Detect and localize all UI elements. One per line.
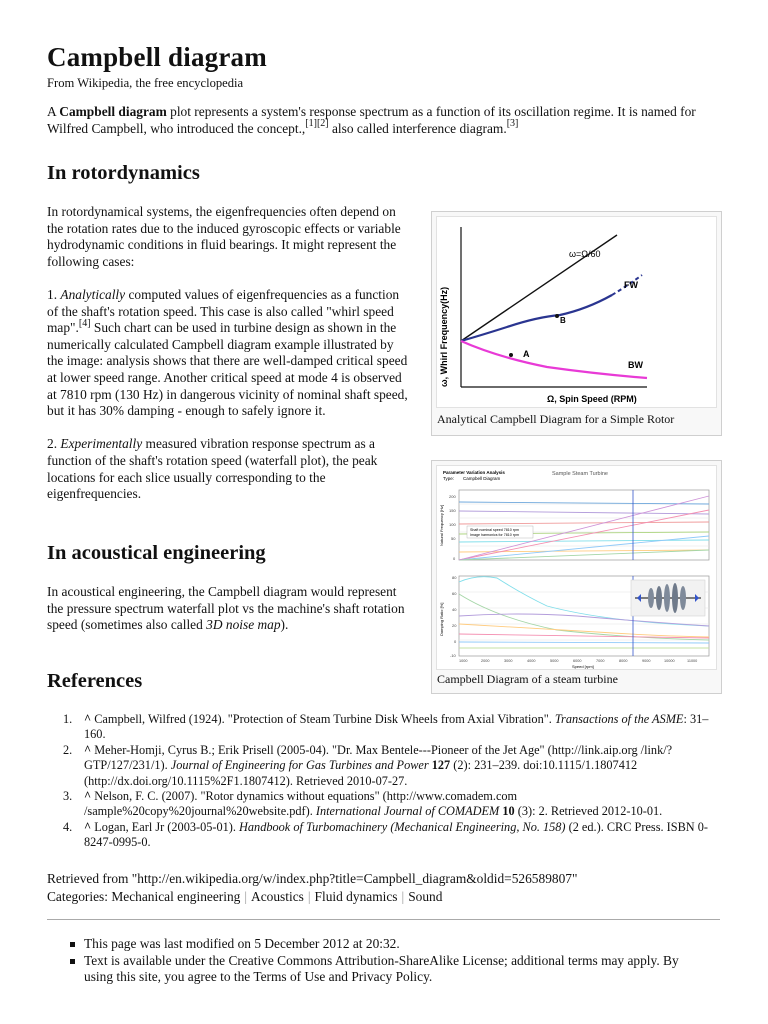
backlink-caret[interactable]: ^	[84, 742, 92, 757]
footer-notes	[70, 936, 710, 986]
turbine-y-label-top: Natural Frequency [Hz]	[439, 504, 444, 546]
turbine-header-left: Parameter Variation Analysis	[443, 470, 505, 475]
turbine-top-yticks	[449, 494, 456, 561]
rotor-y-axis-label: ω, Whirl Frequency(Hz)	[439, 286, 449, 387]
turbine-chart-title: Sample Steam Turbine	[552, 471, 608, 477]
rotor-x-axis-label: Ω, Spin Speed (RPM)	[547, 394, 637, 404]
rotor-fw-curve	[461, 295, 612, 341]
intro-term: Campbell diagram	[59, 104, 167, 119]
figure-rotor-image[interactable]	[436, 216, 717, 408]
turbine-rotor-picture	[631, 580, 705, 616]
reference-item-3: 3. ^ Nelson, F. C. (2007). "Rotor dynamics without equations" (http://www.comadem.com /sample%20copy%20journal%20website.pdf). International Journal of COMADEM 10 (3): 2. Retrieved 2012-10-01.	[63, 789, 663, 819]
rotor-fw-label: FW	[624, 280, 638, 290]
reference-item-1: 1. ^ Campbell, Wilfred (1924). "Protection of Steam Turbine Disk Wheels from Axial Vibration". Transactions of the ASME: 31–160.	[63, 712, 709, 742]
category-links: Categories: Mechanical engineering | Acoustics | Fluid dynamics | Sound	[47, 889, 443, 904]
rotor-point-a	[509, 353, 513, 357]
rotor-formula: ω=Ω/60	[569, 249, 601, 259]
figure-rotor-caption: Analytical Campbell Diagram for a Simple Rotor	[437, 412, 675, 426]
reference-item-4: 4. ^ Logan, Earl Jr (2003-05-01). Handbook of Turbomachinery (Mechanical Engineering, No. 158) (2 ed.). CRC Press. ISBN 0-8247-0995-0.	[63, 819, 708, 850]
turbine-xtick: 8000	[619, 659, 628, 663]
turbine-ytick: -10	[450, 653, 456, 658]
retrieved-from-link[interactable]: Retrieved from "http://en.wikipedia.org/w/index.php?title=Campbell_diagram&oldid=526589807"	[47, 871, 578, 886]
rotor-bw-label: BW	[628, 360, 643, 370]
turbine-ytick: 50	[451, 536, 456, 541]
turbine-ytick: 60	[452, 591, 457, 596]
turbine-xtick: 11000	[687, 659, 698, 663]
page-tagline: From Wikipedia, the free encyclopedia	[47, 76, 244, 90]
footer-note-item: This page was last modified on 5 December 2012 at 20:32.	[70, 936, 710, 953]
turbine-ytick: 20	[452, 623, 457, 628]
figure-turbine-caption: Campbell Diagram of a steam turbine	[437, 672, 618, 686]
turbine-bottom-yticks	[450, 575, 457, 658]
turbine-ytick: 200	[449, 494, 456, 499]
turbine-top-panel	[459, 490, 709, 560]
rotor-campbell-chart	[437, 217, 716, 407]
category-link[interactable]: Sound	[408, 889, 443, 904]
backlink-caret[interactable]: ^	[84, 789, 92, 804]
turbine-campbell-chart	[437, 466, 716, 669]
citation-link-4[interactable]: [4]	[78, 317, 91, 329]
turbine-ytick: 150	[449, 508, 456, 513]
category-link[interactable]: Mechanical engineering	[111, 889, 241, 904]
rotor-point-b	[555, 314, 559, 318]
turbine-header-type-value: Campbell Diagram	[463, 476, 501, 481]
turbine-xtick: 1000	[459, 659, 468, 663]
turbine-ytick: 100	[449, 522, 456, 527]
rotor-a-label: A	[523, 349, 530, 359]
acoustical-text	[47, 584, 412, 634]
turbine-xtick: 3000	[504, 659, 513, 663]
turbine-xtick: 10000	[664, 659, 675, 663]
turbine-xtick: 9000	[642, 659, 651, 663]
figure-rotor-campbell	[431, 211, 722, 436]
turbine-xtick: 2000	[481, 659, 490, 663]
turbine-ytick: 80	[452, 575, 457, 580]
turbine-x-axis-label: Speed [rpm]	[572, 664, 594, 669]
figure-turbine-image[interactable]	[436, 465, 717, 670]
page-title: Campbell diagram	[47, 42, 267, 72]
backlink-caret[interactable]: ^	[84, 819, 92, 834]
backlink-caret[interactable]: ^	[84, 712, 92, 726]
references-list	[65, 712, 725, 851]
turbine-ytick: 0	[453, 556, 456, 561]
citation-link-1-2[interactable]: [1][2]	[305, 118, 329, 130]
footer-divider	[47, 919, 720, 920]
section-heading-references: References	[47, 670, 143, 692]
section-heading-acoustical: In acoustical engineering	[47, 542, 266, 564]
turbine-xtick: 5000	[550, 659, 559, 663]
turbine-xticks	[459, 659, 697, 663]
turbine-ytick: 40	[452, 607, 457, 612]
turbine-y-label-bottom: Damping Ratio [%]	[439, 602, 444, 636]
citation-link-3[interactable]: [3]	[506, 118, 519, 130]
section-heading-rotordynamics: In rotordynamics	[47, 162, 200, 184]
category-link[interactable]: Acoustics	[251, 889, 304, 904]
turbine-legend-2: Image harmonics for 7810 rpm	[470, 533, 519, 537]
turbine-header-type-label: Type:	[443, 476, 455, 481]
rotordynamics-paragraph-3: 2. Experimentally measured vibration response spectrum as a function of the shaft's rotation speed (waterfall plot), the peak locations for each slice usually corresponding to the eigenfrequencies.	[47, 436, 378, 502]
category-link[interactable]: Fluid dynamics	[314, 889, 398, 904]
footer-note-item: Text is available under the Creative Commons Attribution-ShareAlike License; additional terms may apply. By using this site, you agree to the Terms of Use and Privacy Policy.	[70, 953, 710, 986]
reference-item-2: 2. ^ Meher-Homji, Cyrus B.; Erik Prisell (2005-04). "Dr. Max Bentele---Pioneer of the Jet Age" (http://link.aip.org /link/?GTP/127/231/1). Journal of Engineering for Gas Turbines and Power 127 (2): 231–239. doi:10.1115/1.1807412 (http://dx.doi.org/10.1115%2F1.1807412). Retrieved 2010-07-27.	[63, 742, 673, 788]
rotordynamics-paragraph-2: 1. Analytically computed values of eigenfrequencies as a function of the shaft's rotation speed. This case is also called "whirl speed map".[4] Such chart can be used in turbine design as shown in the numerically calculated Campbell diagram example illustrated by the image: analysis shows that there are well-damped critical speed at lower speed range. Another critical speed at mode 4 is observed at 7810 rpm (130 Hz) in dangerous vicinity of nominal shaft speed, but it has 30% damping - enough to safely ignore it.	[47, 286, 408, 419]
turbine-xtick: 6000	[573, 659, 582, 663]
turbine-xtick: 4000	[527, 659, 536, 663]
rotor-b-label: B	[560, 316, 566, 325]
rotor-bw-curve	[461, 341, 647, 378]
acoustical-paragraph: In acoustical engineering, the Campbell diagram would represent the pressure spectrum waterfall plot vs the machine's shaft rotation speed (sometimes also called 3D noise map).	[47, 584, 405, 633]
turbine-legend-1: Shaft nominal speed 7810 rpm	[470, 528, 519, 532]
rotordynamics-text	[47, 204, 412, 503]
turbine-ytick: 0	[454, 639, 457, 644]
rotordynamics-paragraph-1: In rotordynamical systems, the eigenfrequencies often depend on the rotation rates due to the induced gyroscopic effects or variable hydrodynamic conditions in fluid bearings. It might represent the following cases:	[47, 204, 401, 269]
turbine-xtick: 7000	[596, 659, 605, 663]
intro-paragraph: A Campbell diagram plot represents a system's response spectrum as a function of its oscillation regime. It is named for Wilfred Campbell, who introduced the concept.,[1][2] also called interference diagram.[3]	[47, 104, 696, 136]
figure-turbine-campbell	[431, 460, 722, 694]
